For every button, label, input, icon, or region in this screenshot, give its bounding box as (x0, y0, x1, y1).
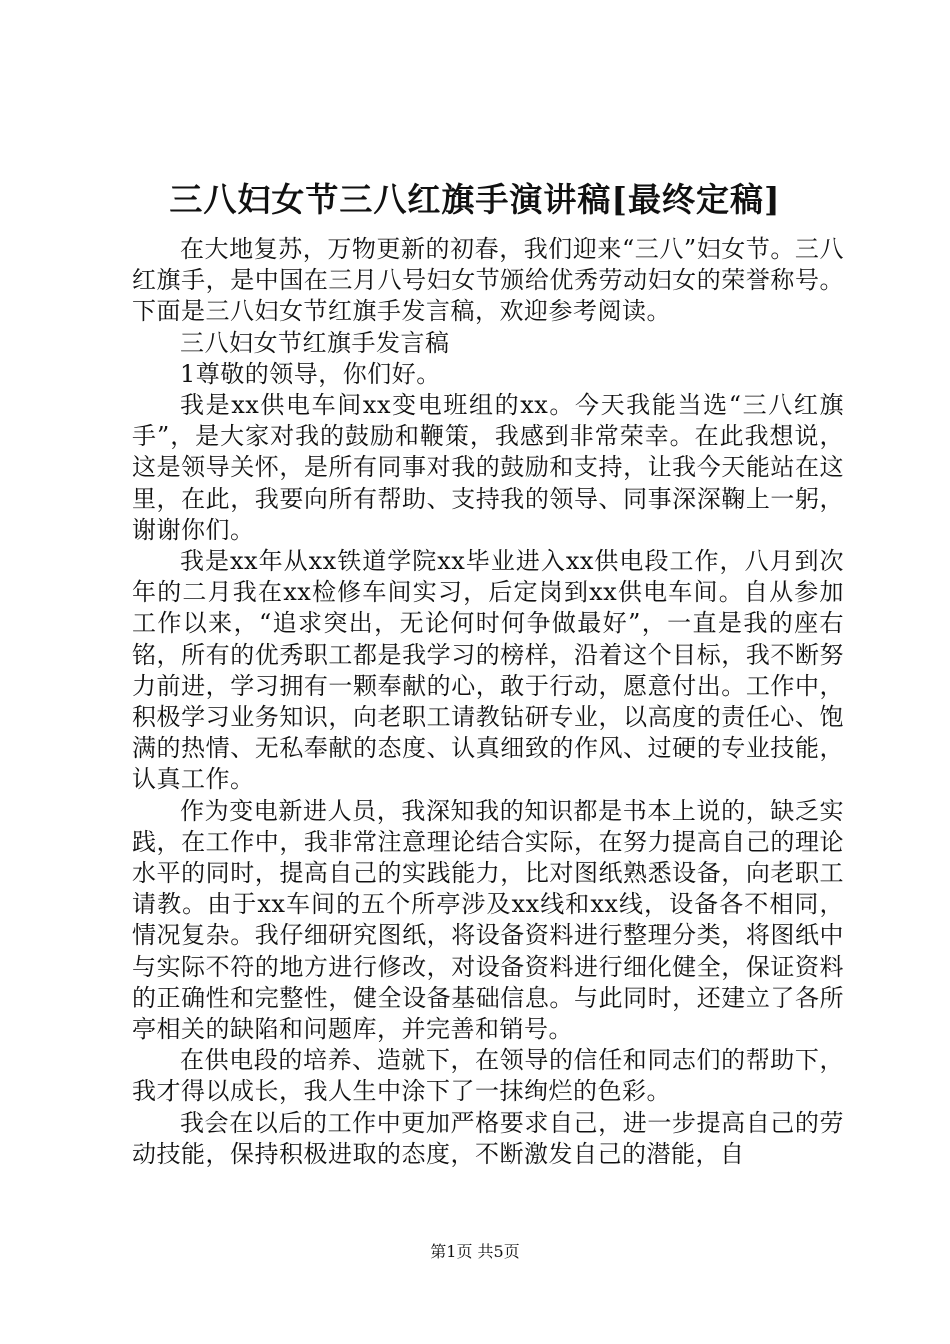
paragraph-heading: 三八妇女节红旗手发言稿 (180, 328, 450, 357)
document-body (132, 234, 844, 1170)
paragraph-body-2: 我是xx年从xx铁道学院xx毕业进入xx供电段工作，八月到次年的二月我在xx检修车间实习，后定岗到xx供电车间。自从参加工作以来，“追求突出，无论何时何争做最好”，一直是我的座右铭，所有的优秀职工都是我学习的榜样，沿着这个目标，我不断努力前进，学习拥有一颗奉献的心，敢于行动，愿意付出。工作中，积极学习业务知识，向老职工请教钻研专业，以高度的责任心、饱满的热情、无私奉献的态度、认真细致的作风、过硬的专业技能，认真工作。 (132, 547, 844, 794)
paragraph-body-4: 在供电段的培养、造就下，在领导的信任和同志们的帮助下，我才得以成长，我人生中涂下了一抹绚烂的色彩。 (132, 1046, 844, 1106)
paragraph-body-3: 作为变电新进人员，我深知我的知识都是书本上说的，缺乏实践，在工作中，我非常注意理论结合实际，在努力提高自己的理论水平的同时，提高自己的实践能力，比对图纸熟悉设备，向老职工请教。由于xx车间的五个所亭涉及xx线和xx线，设备各不相同，情况复杂。我仔细研究图纸，将设备资料进行整理分类，将图纸中与实际不符的地方进行修改，对设备资料进行细化健全，保证资料的正确性和完整性，健全设备基础信息。与此同时，还建立了各所亭相关的缺陷和问题库，并完善和销号。 (132, 796, 844, 1044)
paragraph-body-1: 我是xx供电车间xx变电班组的xx。今天我能当选“三八红旗手”，是大家对我的鼓励和鞭策，我感到非常荣幸。在此我想说，这是领导关怀，是所有同事对我的鼓励和支持，让我今天能站在这里，在此，我要向所有帮助、支持我的领导、同事深深鞠上一躬，谢谢你们。 (132, 391, 844, 544)
paragraph-greeting: 1尊敬的领导，你们好。 (180, 359, 441, 388)
paragraph-body-5: 我会在以后的工作中更加严格要求自己，进一步提高自己的劳动技能，保持积极进取的态度，不断激发自己的潜能，自 (132, 1108, 844, 1168)
page-number-footer: 第1页 共5页 (430, 1242, 520, 1261)
paragraph-intro: 在大地复苏，万物更新的初春，我们迎来“三八”妇女节。三八红旗手，是中国在三月八号妇女节颁给优秀劳动妇女的荣誉称号。下面是三八妇女节红旗手发言稿，欢迎参考阅读。 (132, 235, 844, 326)
document-title: 三八妇女节三八红旗手演讲稿[最终定稿] (169, 180, 781, 219)
